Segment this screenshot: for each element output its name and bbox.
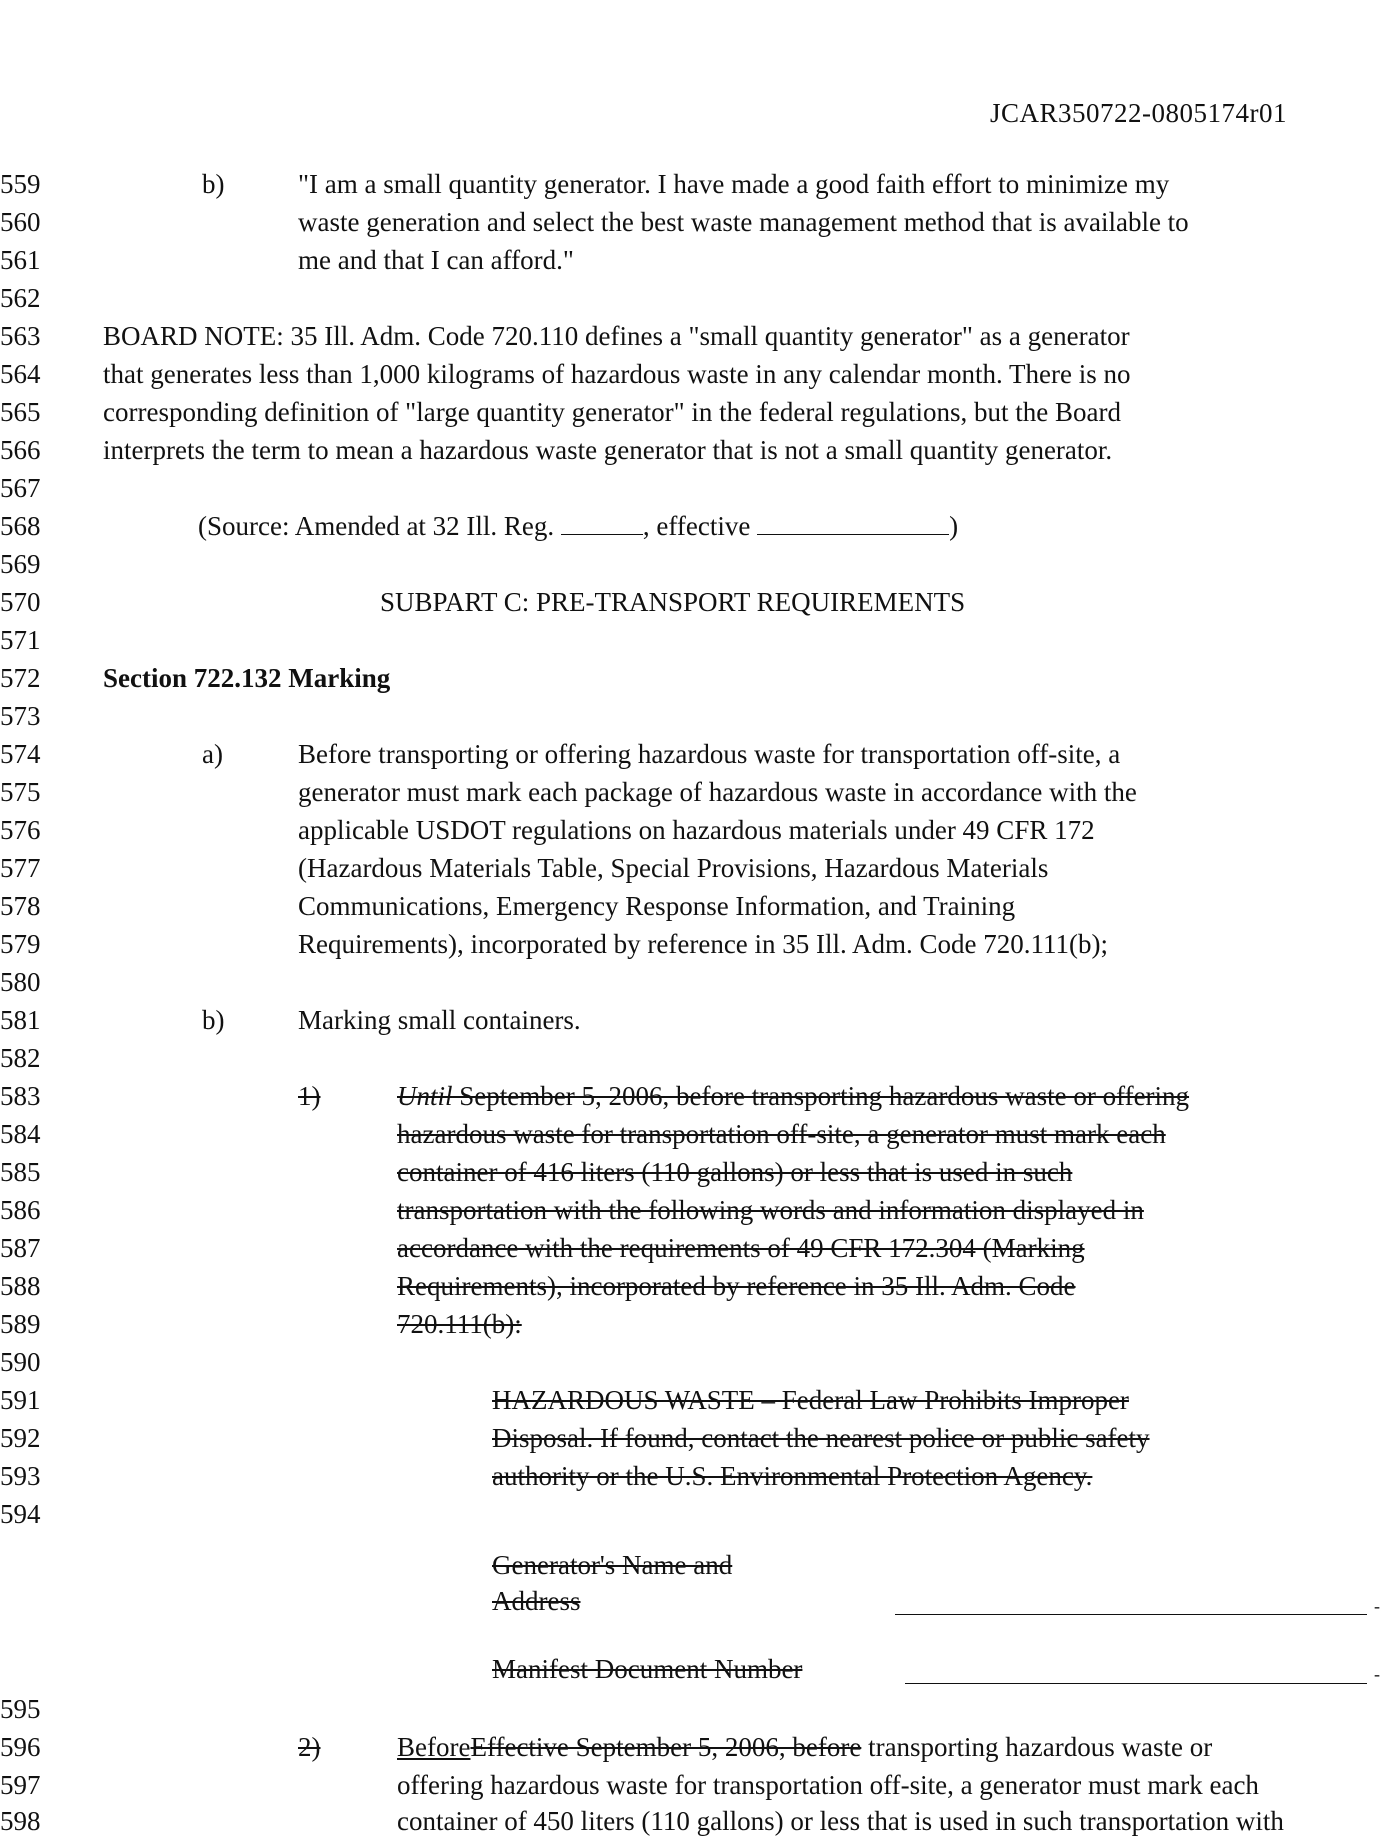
line-number: 594 (0, 1499, 41, 1529)
item-label: 1) (298, 1081, 321, 1111)
line-text: waste generation and select the best waste management method that is available to (298, 207, 1189, 237)
form-tick: - (1374, 1596, 1380, 1616)
line-text: generator must mark each package of hazardous waste in accordance with the (298, 777, 1137, 807)
amended-text (397, 1728, 1212, 1766)
deleted-text (397, 1077, 1189, 1115)
line-number: 568 (0, 511, 41, 541)
deleted-text: HAZARDOUS WASTE – Federal Law Prohibits Improper (492, 1385, 1129, 1415)
line-text: me and that I can afford." (298, 245, 574, 275)
line-number: 569 (0, 549, 41, 579)
line-number: 580 (0, 967, 41, 997)
form-label: Manifest Document Number (492, 1654, 803, 1684)
deleted-text: hazardous waste for transportation off-site, a generator must mark each (397, 1119, 1166, 1149)
line-number: 566 (0, 435, 41, 465)
line-number: 564 (0, 359, 41, 389)
line-number: 582 (0, 1043, 41, 1073)
line-number: 581 (0, 1005, 41, 1035)
address-blank (895, 1614, 1367, 1615)
line-number: 585 (0, 1157, 41, 1187)
form-tick: - (1374, 1664, 1380, 1684)
source-effective: , effective (642, 511, 758, 541)
deleted-text: Effective September 5, 2006, before (470, 1732, 862, 1762)
form-label: Address (492, 1586, 581, 1616)
line-number: 565 (0, 397, 41, 427)
deleted-italic: Until (397, 1081, 453, 1111)
line-number: 577 (0, 853, 41, 883)
line-number: 590 (0, 1347, 41, 1377)
line-text: Communications, Emergency Response Information, and Training (298, 891, 1016, 921)
line-text: Requirements), incorporated by reference in 35 Ill. Adm. Code 720.111(b); (298, 929, 1109, 959)
line-text: that generates less than 1,000 kilograms of hazardous waste in any calendar month. There is no (103, 359, 1131, 389)
line-number: 586 (0, 1195, 41, 1225)
line-number: 589 (0, 1309, 41, 1339)
document-id: JCAR350722-0805174r01 (989, 98, 1287, 128)
line-number: 562 (0, 283, 41, 313)
line-number: 593 (0, 1461, 41, 1491)
line-number: 570 (0, 587, 41, 617)
manifest-blank (905, 1683, 1367, 1684)
line-text: (Hazardous Materials Table, Special Provisions, Hazardous Materials (298, 853, 1049, 883)
line-text: applicable USDOT regulations on hazardous materials under 49 CFR 172 (298, 815, 1095, 845)
line-number: 597 (0, 1770, 41, 1800)
line-text: container of 450 liters (110 gallons) or less that is used in such transportation with (397, 1806, 1284, 1836)
deleted-text: transportation with the following words and information displayed in (397, 1195, 1144, 1225)
source-text: (Source: Amended at 32 Ill. Reg. (198, 511, 561, 541)
item-label: b) (202, 1005, 225, 1035)
line-number: 588 (0, 1271, 41, 1301)
line-text: corresponding definition of "large quantity generator" in the federal regulations, but the Board (103, 397, 1121, 427)
section-heading: Section 722.132 Marking (103, 663, 391, 693)
deleted-text: Disposal. If found, contact the nearest police or public safety (492, 1423, 1150, 1453)
deleted-text: authority or the U.S. Environmental Protection Agency. (492, 1461, 1093, 1491)
line-number: 559 (0, 169, 41, 199)
line-text: interprets the term to mean a hazardous waste generator that is not a small quantity generator. (103, 435, 1113, 465)
source-close: ) (949, 511, 959, 541)
line-number: 596 (0, 1732, 41, 1762)
line-number: 572 (0, 663, 41, 693)
line-number: 574 (0, 739, 41, 769)
item-label: a) (202, 739, 223, 769)
deleted-text: Requirements), incorporated by reference in 35 Ill. Adm. Code (397, 1271, 1076, 1301)
line-number: 579 (0, 929, 41, 959)
line-number: 560 (0, 207, 41, 237)
subpart-heading: SUBPART C: PRE-TRANSPORT REQUIREMENTS (380, 587, 966, 617)
line-number: 561 (0, 245, 41, 275)
line-number: 575 (0, 777, 41, 807)
line-text: BOARD NOTE: 35 Ill. Adm. Code 720.110 defines a "small quantity generator" as a generator (103, 321, 1130, 351)
effective-date-blank (757, 510, 949, 535)
line-number: 567 (0, 473, 41, 503)
line-number: 598 (0, 1806, 41, 1836)
deleted-text: container of 416 liters (110 gallons) or less that is used in such (397, 1157, 1073, 1187)
line-text: offering hazardous waste for transportation off-site, a generator must mark each (397, 1770, 1259, 1800)
line-number: 571 (0, 625, 41, 655)
line-number: 584 (0, 1119, 41, 1149)
item-label: b) (202, 169, 225, 199)
form-label: Generator's Name and (492, 1550, 733, 1580)
line-number: 595 (0, 1694, 41, 1724)
line-text: "I am a small quantity generator. I have made a good faith effort to minimize my (298, 169, 1170, 199)
line-text: Before transporting or offering hazardous waste for transportation off-site, a (298, 739, 1121, 769)
line-number: 591 (0, 1385, 41, 1415)
line-number: 573 (0, 701, 41, 731)
line-text: transporting hazardous waste or (861, 1732, 1213, 1762)
inserted-text: Before (397, 1732, 471, 1762)
line-number: 563 (0, 321, 41, 351)
line-text: Marking small containers. (298, 1005, 581, 1035)
register-blank (561, 510, 643, 535)
source-note (198, 507, 958, 545)
line-number: 578 (0, 891, 41, 921)
item-label: 2) (298, 1732, 321, 1762)
deleted-text: accordance with the requirements of 49 CFR 172.304 (Marking (397, 1233, 1085, 1263)
deleted-rest: September 5, 2006, before transporting hazardous waste or offering (452, 1081, 1190, 1111)
deleted-text: 720.111(b): (397, 1309, 522, 1339)
line-number: 583 (0, 1081, 41, 1111)
line-number: 587 (0, 1233, 41, 1263)
line-number: 576 (0, 815, 41, 845)
line-number: 592 (0, 1423, 41, 1453)
